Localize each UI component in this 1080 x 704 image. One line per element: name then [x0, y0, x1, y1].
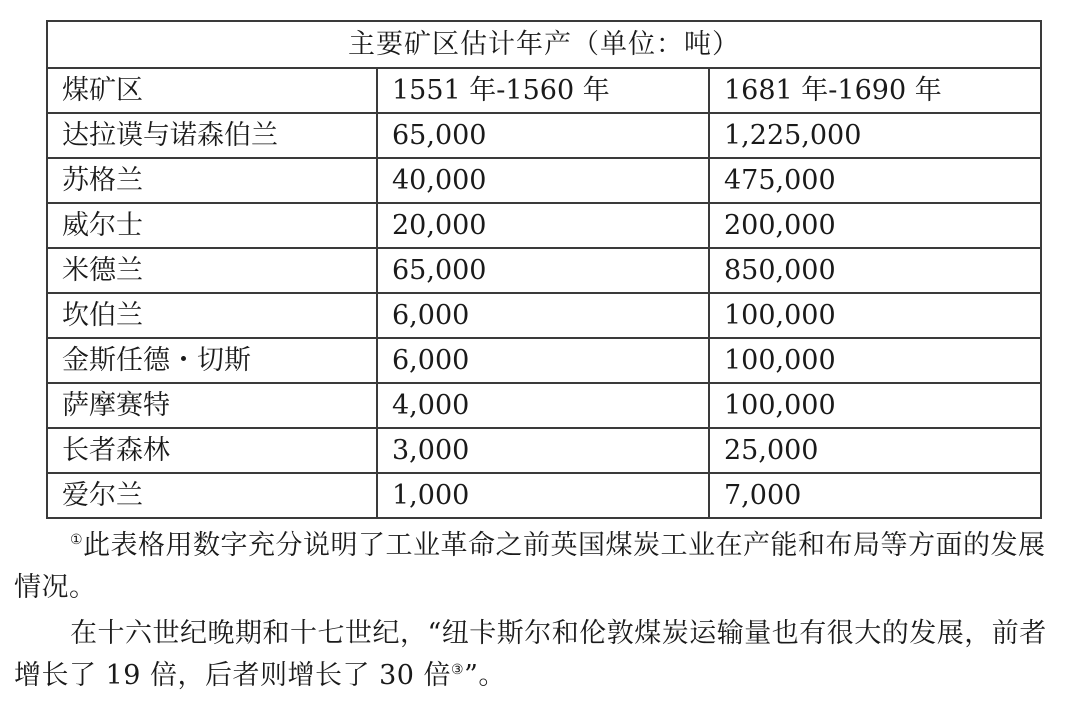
body-text [0, 525, 1080, 697]
table-row [47, 113, 1041, 158]
footnote-text: 此表格用数字充分说明了工业革命之前英国煤炭工业在产能和布局等方面的发展情况。 [14, 530, 1046, 603]
cell-region: 苏格兰 [47, 158, 377, 203]
header-region: 煤矿区 [47, 68, 377, 113]
table-row [47, 473, 1041, 518]
cell-output-1681: 100,000 [709, 293, 1041, 338]
table-row [47, 428, 1041, 473]
cell-output-1681: 850,000 [709, 248, 1041, 293]
paragraph-tail: ”。 [464, 660, 506, 691]
cell-output-1551: 40,000 [377, 158, 709, 203]
cell-region: 长者森林 [47, 428, 377, 473]
cell-output-1681: 100,000 [709, 338, 1041, 383]
cell-region: 坎伯兰 [47, 293, 377, 338]
header-period-2: 1681 年-1690 年 [709, 68, 1041, 113]
cell-region: 威尔士 [47, 203, 377, 248]
cell-output-1551: 65,000 [377, 248, 709, 293]
cell-output-1551: 65,000 [377, 113, 709, 158]
cell-region: 金斯任德・切斯 [47, 338, 377, 383]
footnote-marker: ① [70, 532, 84, 548]
header-period-1: 1551 年-1560 年 [377, 68, 709, 113]
cell-region: 达拉谟与诺森伯兰 [47, 113, 377, 158]
cell-output-1551: 20,000 [377, 203, 709, 248]
table-row [47, 383, 1041, 428]
cell-output-1681: 7,000 [709, 473, 1041, 518]
table-caption: 主要矿区估计年产（单位：吨） [47, 21, 1041, 68]
cell-output-1681: 25,000 [709, 428, 1041, 473]
cell-output-1681: 475,000 [709, 158, 1041, 203]
cell-output-1551: 3,000 [377, 428, 709, 473]
cell-output-1551: 1,000 [377, 473, 709, 518]
coal-production-table [46, 20, 1042, 519]
table-row [47, 293, 1041, 338]
table-row [47, 203, 1041, 248]
cell-output-1551: 6,000 [377, 293, 709, 338]
cell-output-1551: 6,000 [377, 338, 709, 383]
cell-output-1681: 1,225,000 [709, 113, 1041, 158]
table-header-row [47, 68, 1041, 113]
table-row [47, 248, 1041, 293]
cell-region: 萨摩赛特 [47, 383, 377, 428]
cell-output-1681: 100,000 [709, 383, 1041, 428]
table-row [47, 338, 1041, 383]
citation-marker: ③ [451, 662, 465, 678]
body-paragraph [0, 613, 1080, 697]
table-row [47, 158, 1041, 203]
paragraph-text: 在十六世纪晚期和十七世纪，“纽卡斯尔和伦敦煤炭运输量也有很大的发展，前者增长了 19 倍，后者则增长了 30 倍 [14, 618, 1047, 691]
cell-region: 爱尔兰 [47, 473, 377, 518]
table-caption-row [47, 21, 1041, 68]
cell-output-1551: 4,000 [377, 383, 709, 428]
cell-region: 米德兰 [47, 248, 377, 293]
production-table-container [46, 20, 1040, 519]
cell-output-1681: 200,000 [709, 203, 1041, 248]
footnote-paragraph [0, 525, 1080, 609]
